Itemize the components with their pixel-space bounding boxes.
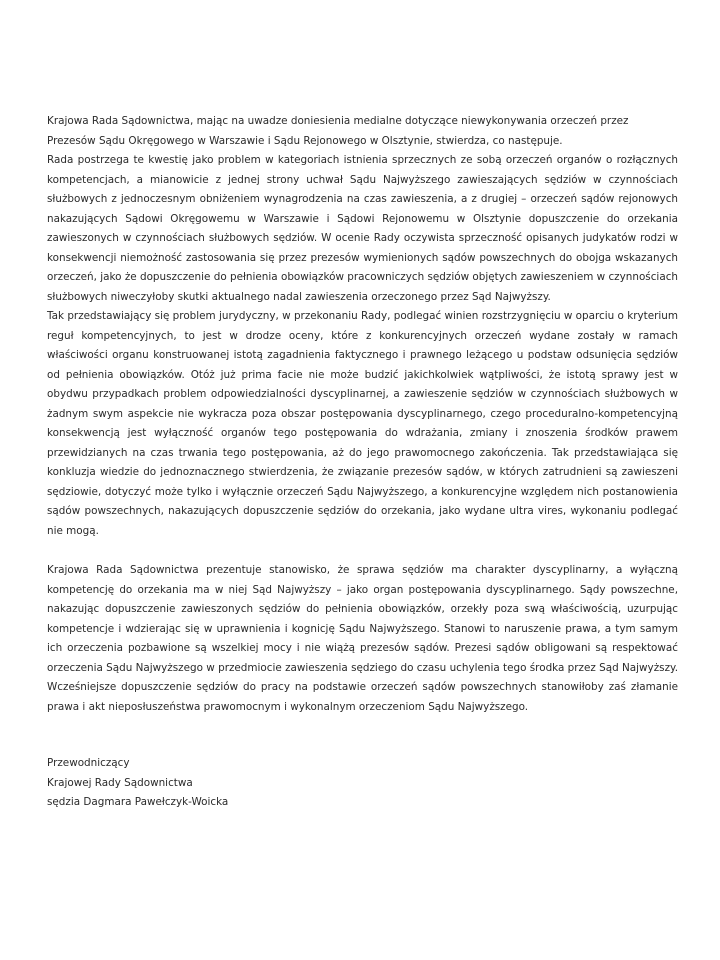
paragraph-spacer — [47, 541, 678, 561]
signature-name: sędzia Dagmara Pawełczyk-Woicka — [47, 796, 229, 808]
signature-organization: Krajowej Rady Sądownictwa — [47, 776, 193, 789]
signature-block — [47, 754, 678, 813]
signature-title: Przewodniczący — [47, 757, 130, 769]
document-body — [47, 112, 678, 813]
conclusion-paragraph: Krajowa Rada Sądownictwa prezentuje stanowisko, że sprawa sędziów ma charakter dyscyplinarny, a wyłączną kompetencję do orzekania ma w niej Sąd Najwyższy – jako organ postępowania dyscyplinarnego. Sądy powszechne, nakazując dopuszczenie zawieszonych sędziów do pełnienia obowiązków, orzekły poza swą właściwością, uzurpując kompetencje i wdzierając się w uprawnienia i kognicję Sądu Najwyższego. Stanowi to naruszenie prawa, a tym samym ich orzeczenia pozbawione są wszelkiej mocy i nie wiążą prezesów sądów. Prezesi sądów obligowani są respektować orzeczenia Sądu Najwyższego w przedmiocie zawieszenia sędziego do czasu uchylenia tego środka przez Sąd Najwyższy. Wcześniejsze dopuszczenie sędziów do pracy na podstawie orzeczeń sądów powszechnych stanowiłoby zaś złamanie prawa i akt nieposłuszeństwa prawomocnym i wykonalnym orzeczeniom Sądu Najwyższego. — [47, 564, 678, 713]
body-paragraph: Rada postrzega te kwestię jako problem w kategoriach istnienia sprzecznych ze sobą orzeczeń organów o rozłącznych kompetencjach, a mianowicie z jednej strony uchwał Sądu Najwyższego zawieszających sędziów w czynnościach służbowych z jednoczesnym obniżeniem wynagrodzenia na czas zawieszenia, a z drugiej – orzeczeń sądów rejonowych nakazujących Sądowi Okręgowemu w Warszawie i Sądowi Rejonowemu w Olsztynie dopuszczenie do orzekania zawieszonych w czynnościach służbowych sędziów. W ocenie Rady oczywista sprzeczność opisanych judykatów rodzi w konsekwencji niemożność zastosowania się przez prezesów wymienionych sądów powszechnych do obojga wskazanych orzeczeń, jako że dopuszczenie do pełnienia obowiązków pracowniczych sędziów objętych zawieszeniem w czynnościach służbowych niweczyłoby skutki aktualnego nadal zawieszenia orzeczonego przez Sąd Najwyższy. — [47, 154, 678, 303]
body-paragraph: Tak przedstawiający się problem jurydyczny, w przekonaniu Rady, podlegać winien rozstrzygnięciu w oparciu o kryterium reguł kompetencyjnych, to jest w drodze oceny, które z konkurencyjnych orzeczeń wydane zostały w ramach właściwości organu konstruowanej istotą zagadnienia faktycznego i prawnego leżącego u podstaw odsunięcia sędziów od pełnienia obowiązków. Otóż już prima facie nie może budzić jakichkolwiek wątpliwości, że istotą sprawy jest w obydwu przypadkach problem odpowiedzialności dyscyplinarnej, a zawieszenie sędziów w czynnościach służbowych w żadnym swym aspekcie nie wykracza poza obszar postępowania dyscyplinarnego, czego proceduralno-kompetencyjną konsekwencją jest wyłączność organów tego postępowania do wdrażania, zmiany i znoszenia środków prawem przewidzianych na czas trwania tego postępowania, aż do jego prawomocnego zakończenia. Tak przedstawiająca się konkluzja wiedzie do jednoznacznego stwierdzenia, że związanie prezesów sądów, w których zatrudnieni są zawieszeni sędziowie, dotyczyć może tylko i wyłącznie orzeczeń Sądu Najwyższego, a konkurencyjne względem nich postanowienia sądów powszechnych, nakazujących dopuszczenie sędziów do orzekania, jako wydane ultra vires, wykonaniu podlegać nie mogą. — [47, 310, 678, 537]
intro-paragraph: Krajowa Rada Sądownictwa, mając na uwadze doniesienia medialne dotyczące niewykonywania orzeczeń przez Prezesów Sądu Okręgowego w Warszawie i Sądu Rejonowego w Olsztynie, stwierdza, co następuje. — [47, 115, 629, 147]
